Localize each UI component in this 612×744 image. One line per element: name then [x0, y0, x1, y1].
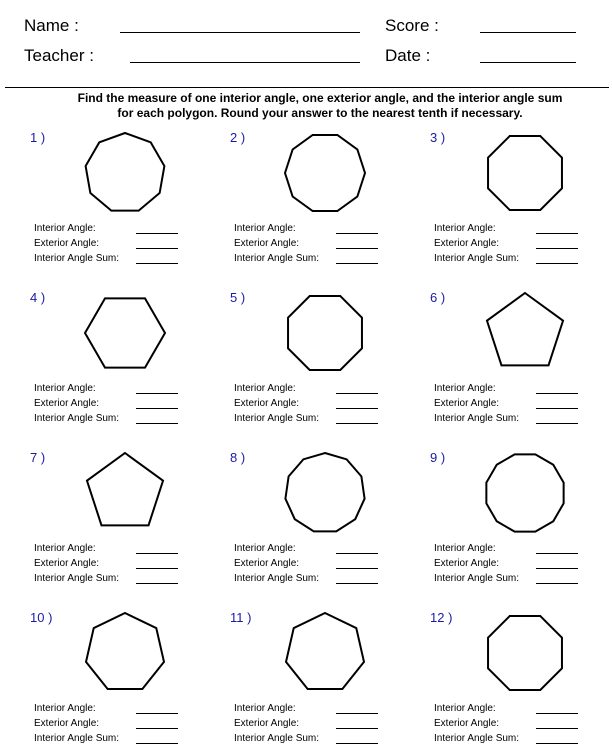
problem-number: 11 ) [230, 610, 252, 625]
polygon-shape [286, 613, 364, 689]
polygon-figure [280, 608, 370, 698]
exterior-answer-blank[interactable] [536, 568, 578, 569]
exterior-answer-blank[interactable] [136, 568, 178, 569]
interior-angle-label: Interior Angle: [234, 543, 296, 554]
polygon-figure [80, 128, 170, 218]
exterior-answer-blank[interactable] [136, 248, 178, 249]
polygon-shape [86, 613, 164, 689]
name-label: Name : [24, 16, 79, 35]
exterior-answer-blank[interactable] [136, 408, 178, 409]
sum-answer-blank[interactable] [536, 423, 578, 424]
problem-number: 4 ) [30, 290, 46, 305]
problem-number: 9 ) [430, 450, 446, 465]
problem-number: 6 ) [430, 290, 446, 305]
polygon-shape [288, 296, 362, 370]
interior-angle-label: Interior Angle: [34, 703, 96, 714]
interior-angle-label: Interior Angle: [434, 543, 496, 554]
teacher-field[interactable] [130, 62, 360, 63]
interior-angle-label: Interior Angle: [234, 223, 296, 234]
interior-angle-label: Interior Angle: [434, 383, 496, 394]
interior-answer-blank[interactable] [136, 393, 178, 394]
interior-answer-blank[interactable] [536, 713, 578, 714]
exterior-answer-blank[interactable] [536, 248, 578, 249]
sum-answer-blank[interactable] [536, 583, 578, 584]
problem-number: 8 ) [230, 450, 246, 465]
exterior-angle-label: Exterior Angle: [34, 718, 100, 729]
polygon-figure [80, 608, 170, 698]
interior-angle-label: Interior Angle: [434, 703, 496, 714]
teacher-label: Teacher : [24, 46, 94, 65]
date-label: Date : [385, 46, 431, 65]
polygon-shape [85, 298, 165, 367]
interior-angle-label: Interior Angle: [234, 383, 296, 394]
exterior-angle-label: Exterior Angle: [34, 398, 100, 409]
interior-angle-label: Interior Angle: [34, 543, 96, 554]
exterior-angle-label: Exterior Angle: [434, 718, 500, 729]
polygon-shape [285, 453, 364, 531]
exterior-answer-blank[interactable] [536, 728, 578, 729]
polygon-figure [280, 448, 370, 538]
interior-answer-blank[interactable] [536, 393, 578, 394]
sum-angle-label: Interior Angle Sum: [434, 573, 520, 584]
exterior-angle-label: Exterior Angle: [434, 558, 500, 569]
sum-answer-blank[interactable] [536, 263, 578, 264]
sum-angle-label: Interior Angle Sum: [34, 733, 120, 744]
polygon-shape [488, 616, 562, 690]
interior-answer-blank[interactable] [136, 553, 178, 554]
exterior-answer-blank[interactable] [336, 408, 378, 409]
sum-angle-label: Interior Angle Sum: [434, 253, 520, 264]
exterior-angle-label: Exterior Angle: [234, 558, 300, 569]
problem-number: 10 ) [30, 610, 53, 625]
polygon-shape [488, 136, 562, 210]
sum-angle-label: Interior Angle Sum: [34, 253, 120, 264]
exterior-angle-label: Exterior Angle: [34, 238, 100, 249]
name-field[interactable] [120, 32, 360, 33]
exterior-answer-blank[interactable] [536, 408, 578, 409]
sum-answer-blank[interactable] [136, 263, 178, 264]
problem-number: 2 ) [230, 130, 246, 145]
sum-angle-label: Interior Angle Sum: [434, 413, 520, 424]
problem-number: 12 ) [430, 610, 453, 625]
date-field[interactable] [480, 62, 576, 63]
exterior-angle-label: Exterior Angle: [234, 718, 300, 729]
polygon-figure [480, 448, 570, 538]
interior-answer-blank[interactable] [536, 233, 578, 234]
interior-answer-blank[interactable] [136, 233, 178, 234]
exterior-answer-blank[interactable] [136, 728, 178, 729]
polygon-figure [480, 608, 570, 698]
sum-answer-blank[interactable] [336, 583, 378, 584]
exterior-angle-label: Exterior Angle: [34, 558, 100, 569]
sum-angle-label: Interior Angle Sum: [234, 733, 320, 744]
instructions-line-1: Find the measure of one interior angle, one exterior angle, and the interior angle sum [77, 91, 563, 105]
polygon-shape [87, 453, 163, 525]
problem-number: 5 ) [230, 290, 246, 305]
sum-angle-label: Interior Angle Sum: [34, 413, 120, 424]
interior-angle-label: Interior Angle: [234, 703, 296, 714]
exterior-angle-label: Exterior Angle: [434, 398, 500, 409]
sum-angle-label: Interior Angle Sum: [234, 413, 320, 424]
interior-angle-label: Interior Angle: [34, 383, 96, 394]
header-divider [5, 87, 609, 88]
score-label: Score : [385, 16, 439, 35]
interior-angle-label: Interior Angle: [434, 223, 496, 234]
exterior-answer-blank[interactable] [336, 248, 378, 249]
polygon-figure [480, 288, 570, 378]
problem-number: 3 ) [430, 130, 446, 145]
polygon-shape [487, 293, 563, 365]
exterior-angle-label: Exterior Angle: [434, 238, 500, 249]
polygon-figure [80, 448, 170, 538]
sum-angle-label: Interior Angle Sum: [234, 253, 320, 264]
score-field[interactable] [480, 32, 576, 33]
polygon-figure [280, 128, 370, 218]
interior-answer-blank[interactable] [336, 713, 378, 714]
sum-answer-blank[interactable] [336, 263, 378, 264]
sum-angle-label: Interior Angle Sum: [234, 573, 320, 584]
problem-number: 1 ) [30, 130, 46, 145]
interior-answer-blank[interactable] [336, 233, 378, 234]
interior-answer-blank[interactable] [336, 553, 378, 554]
polygon-shape [486, 454, 563, 531]
exterior-angle-label: Exterior Angle: [234, 238, 300, 249]
polygon-figure [80, 288, 170, 378]
interior-answer-blank[interactable] [336, 393, 378, 394]
polygon-figure [280, 288, 370, 378]
sum-answer-blank[interactable] [136, 423, 178, 424]
sum-answer-blank[interactable] [336, 423, 378, 424]
polygon-shape [86, 133, 165, 211]
sum-angle-label: Interior Angle Sum: [434, 733, 520, 744]
interior-angle-label: Interior Angle: [34, 223, 96, 234]
polygon-shape [285, 135, 365, 211]
sum-angle-label: Interior Angle Sum: [34, 573, 120, 584]
polygon-figure [480, 128, 570, 218]
instructions-line-2: for each polygon. Round your answer to the nearest tenth if necessary. [117, 106, 523, 120]
instructions [60, 91, 580, 121]
interior-answer-blank[interactable] [136, 713, 178, 714]
exterior-angle-label: Exterior Angle: [234, 398, 300, 409]
interior-answer-blank[interactable] [536, 553, 578, 554]
sum-answer-blank[interactable] [136, 583, 178, 584]
problem-number: 7 ) [30, 450, 46, 465]
exterior-answer-blank[interactable] [336, 568, 378, 569]
exterior-answer-blank[interactable] [336, 728, 378, 729]
